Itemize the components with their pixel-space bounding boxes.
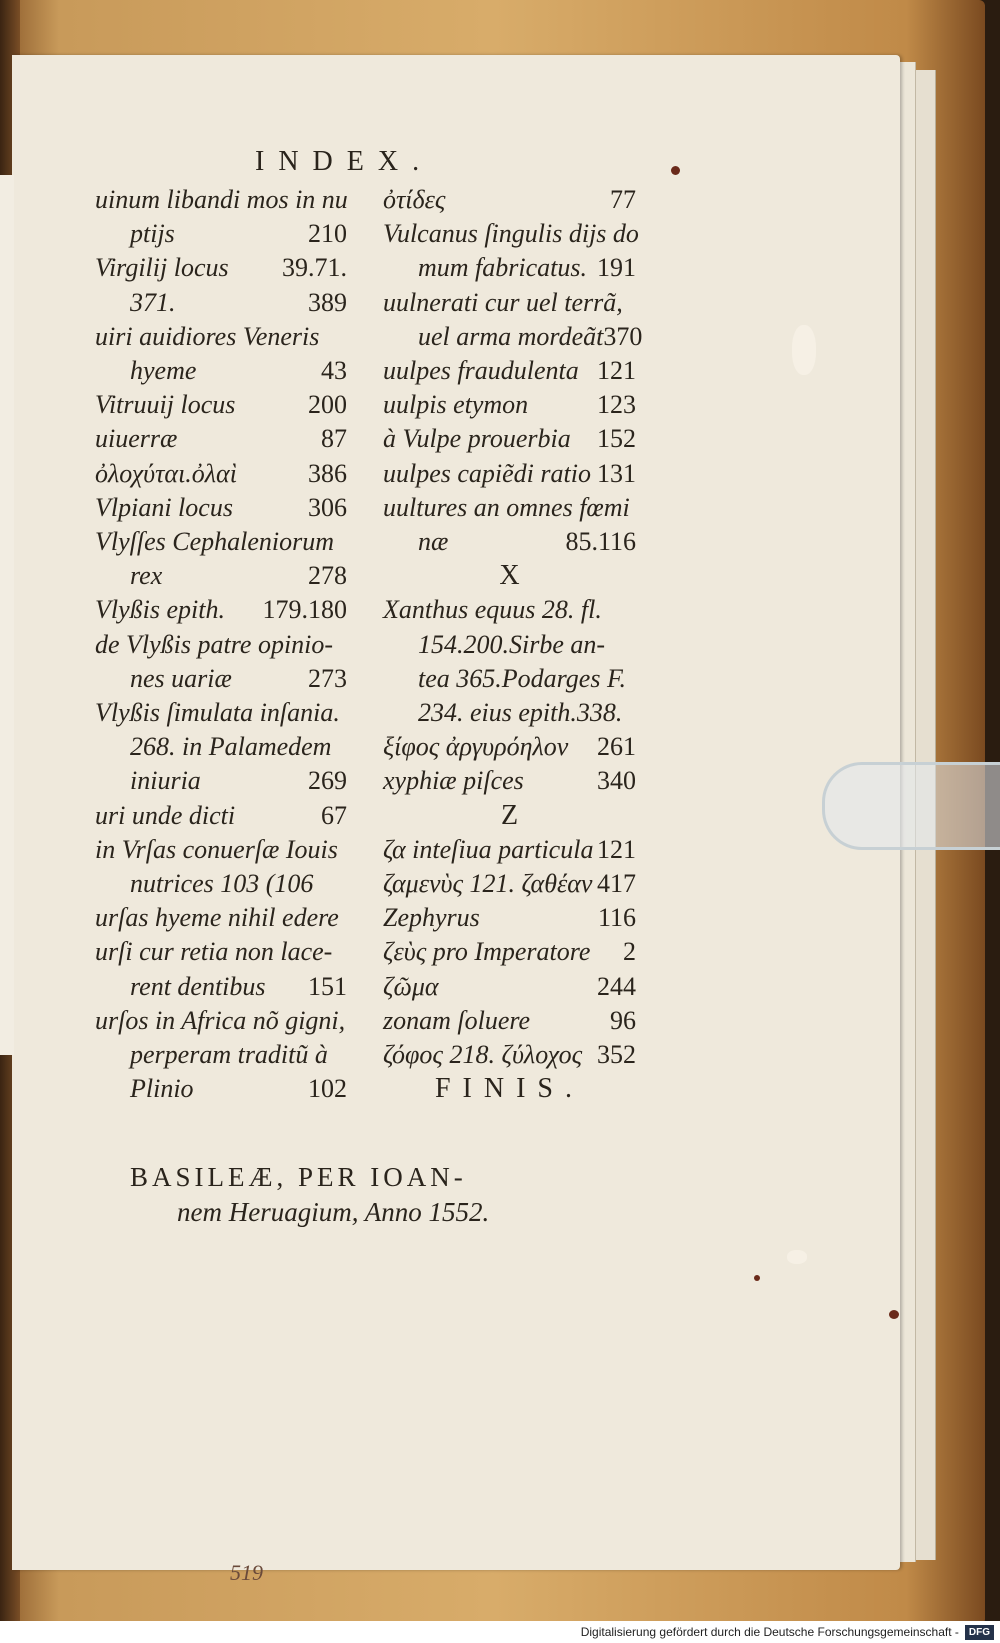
index-entry: [95, 389, 347, 421]
index-entry: [95, 594, 347, 626]
index-entry: [95, 902, 347, 934]
index-entry-page-number: 39.71.: [282, 253, 347, 283]
index-entry: [418, 252, 636, 284]
index-entry-page-number: 278: [308, 561, 347, 591]
index-entry: [383, 184, 636, 216]
index-entry: [383, 458, 636, 490]
index-entry: [383, 355, 636, 387]
index-entry-text: iniuria: [130, 766, 201, 796]
index-entry: [95, 184, 347, 216]
index-entry-page-number: 269: [308, 766, 347, 796]
index-entry: [383, 1039, 636, 1071]
index-entry-text: 371.: [130, 287, 176, 317]
index-entry: [383, 1073, 636, 1105]
index-entry-text: uulnerati cur uel terrã,: [383, 287, 623, 317]
index-entry: [383, 731, 636, 763]
index-entry-page-number: 2: [623, 937, 636, 967]
index-entry-text: uel arma mordeãt: [418, 321, 604, 351]
index-entry-text: Vitruuij locus: [95, 390, 236, 420]
index-entry-text: urſi cur retia non lace-: [95, 937, 333, 967]
index-entry-text: in Vrſas conuerſæ Iouis: [95, 834, 338, 864]
imprint-line-2: nem Heruagium, Anno 1552.: [177, 1197, 490, 1227]
index-entry: [95, 697, 347, 729]
index-entry: [130, 971, 347, 1003]
index-entry: [383, 765, 636, 797]
index-entry: [383, 560, 636, 592]
index-entry-page-number: 210: [308, 219, 347, 249]
index-entry-text: ζαμενὺς 121. ζαθέαν: [383, 869, 593, 898]
index-entry: [383, 1005, 636, 1037]
index-entry-page-number: 102: [308, 1074, 347, 1104]
index-entry-text: ptijs: [130, 219, 175, 249]
index-entry-text: hyeme: [130, 356, 197, 385]
index-entry-text: Virgilij locus: [95, 253, 229, 283]
index-entry-page-number: 200: [308, 390, 347, 420]
index-entry: [418, 697, 636, 729]
index-entry-text: perperam traditũ à: [130, 1040, 328, 1069]
index-entry: [130, 1039, 347, 1071]
footer-text: Digitalisierung gefördert durch die Deutsche Forschungsgemeinschaft -: [580, 1625, 959, 1639]
ink-spot: [671, 166, 680, 175]
index-entry-text: ξίφος ἀργυρόηλον: [383, 732, 569, 762]
index-entry: [95, 936, 347, 968]
index-entry-text: uiuerræ: [95, 424, 178, 454]
index-entry-page-number: 151: [308, 971, 347, 1001]
index-entry-text: tea 365.Podarges F.: [418, 663, 626, 693]
index-entry: [130, 355, 347, 387]
index-entry: [95, 629, 347, 661]
ink-spot: [889, 1310, 899, 1319]
index-entry: [418, 321, 643, 353]
index-section-letter: FINIS.: [434, 1073, 584, 1105]
index-entry-page-number: 386: [308, 458, 347, 488]
index-entry: [383, 971, 636, 1003]
index-entry-page-number: 352: [597, 1040, 636, 1069]
index-entry: [383, 287, 636, 319]
index-entry-text: zonam ſoluere: [383, 1005, 531, 1035]
index-entry: [383, 868, 636, 900]
index-entry-page-number: 43: [321, 356, 347, 385]
index-entry-page-number: 96: [610, 1005, 636, 1035]
index-entry: [383, 800, 636, 832]
index-entry: [95, 800, 347, 832]
index-entry-text: urſas hyeme nihil edere: [95, 903, 339, 933]
index-entry: [383, 936, 636, 968]
index-entry: [130, 218, 347, 250]
index-entry: [130, 868, 347, 900]
pencil-folio-mark: 519: [230, 1560, 263, 1585]
digitization-footer: [0, 1621, 1000, 1643]
index-entry-page-number: 389: [308, 287, 347, 317]
index-entry-page-number: 131: [597, 458, 636, 488]
index-entry-page-number: 85.116: [565, 527, 636, 556]
index-entry: [383, 218, 639, 250]
index-entry-text: Vulcanus ſingulis dijs do: [383, 219, 639, 249]
index-entry-text: uinum libandi mos in nu: [95, 185, 348, 214]
index-entry: [95, 834, 347, 866]
index-entry-text: Vlyſſes Cephaleniorum: [95, 527, 335, 556]
index-entry: [383, 902, 636, 934]
index-entry: [418, 526, 636, 558]
index-entry: [130, 560, 347, 592]
index-entry-text: xyphiæ piſces: [383, 766, 524, 796]
index-entry-page-number: 123: [597, 390, 636, 420]
index-entry-text: Plinio: [130, 1074, 194, 1104]
index-entry: [95, 458, 347, 490]
index-entry: [95, 321, 347, 353]
index-entry: [418, 663, 636, 695]
index-entry-text: rex: [130, 561, 163, 591]
index-entry-page-number: 87: [321, 424, 347, 454]
index-entry: [130, 287, 347, 319]
dfg-logo-icon: DFG: [965, 1625, 994, 1640]
ink-spot: [754, 1275, 760, 1281]
index-entry-text: ζῶμα: [383, 971, 439, 1001]
index-section-letter: X: [499, 560, 520, 592]
index-heading: INDEX.: [255, 146, 434, 177]
index-entry-text: ζόφος 218. ζύλοχος: [383, 1040, 583, 1069]
index-entry-text: Xanthus equus 28. fl.: [383, 595, 602, 625]
index-entry: [130, 663, 347, 695]
index-entry-text: uiri auidiores Veneris: [95, 321, 320, 351]
index-entry: [383, 492, 636, 524]
index-entry-text: Vlpiani locus: [95, 492, 233, 522]
index-entry: [95, 423, 347, 455]
index-entry-page-number: 179.180: [262, 595, 347, 625]
index-entry-page-number: 116: [597, 903, 636, 933]
index-entry-text: næ: [418, 527, 449, 556]
index-entry: [95, 1005, 347, 1037]
index-entry: [130, 765, 347, 797]
index-entry-page-number: 340: [597, 766, 636, 796]
index-entry-page-number: 77: [610, 185, 636, 214]
index-entry: [95, 492, 347, 524]
index-section-letter: Z: [500, 799, 519, 831]
index-entry-text: nutrices 103 (106: [130, 869, 314, 898]
index-entry: [383, 423, 636, 455]
index-entry-page-number: 306: [308, 492, 347, 522]
index-entry-text: ζεὺς pro Imperatore: [383, 937, 591, 967]
index-entry: [130, 1073, 347, 1105]
index-entry-text: uulpes capiẽdi ratio: [383, 458, 591, 488]
index-entry-text: uulpes fraudulenta: [383, 356, 579, 385]
index-entry-text: uultures an omnes fœmi: [383, 492, 630, 522]
index-entry: [130, 731, 347, 763]
index-entry: [383, 594, 636, 626]
index-entry-text: Zephyrus: [383, 903, 480, 933]
index-entry-text: à Vulpe prouerbia: [383, 424, 571, 454]
index-entry-text: rent dentibus: [130, 971, 266, 1001]
index-entry-page-number: 273: [308, 663, 347, 693]
index-entry-page-number: 417: [597, 869, 636, 898]
page-clip: [822, 762, 1000, 850]
index-entry-page-number: 121: [597, 356, 636, 385]
index-entry-page-number: 244: [597, 971, 636, 1001]
index-entry-text: ζα inteſiua particula: [383, 834, 594, 864]
index-entry: [418, 629, 636, 661]
index-entry-text: uulpis etymon: [383, 390, 529, 420]
index-entry-text: nes uariæ: [130, 663, 232, 693]
index-entry-text: 154.200.Sirbe an-: [418, 629, 606, 659]
index-entry-text: urſos in Africa nõ gigni,: [95, 1005, 346, 1035]
index-entry-text: de Vlyßis patre opinio-: [95, 629, 334, 659]
index-entry-text: ὀλοχύται.ὀλαὶ: [95, 458, 237, 488]
index-entry-text: uri unde dicti: [95, 800, 236, 830]
index-entry-text: ὀτίδες: [383, 185, 446, 214]
imprint-line-1: BASILEÆ, PER IOAN-: [130, 1162, 467, 1192]
index-entry-text: Vlyßis ſimulata inſania.: [95, 698, 340, 727]
index-entry-page-number: 261: [597, 732, 636, 762]
index-entry: [383, 834, 636, 866]
index-entry-page-number: 121: [597, 834, 636, 864]
index-entry-page-number: 191: [597, 253, 636, 283]
index-entry-page-number: 152: [597, 424, 636, 454]
index-entry: [383, 389, 636, 421]
index-entry-text: 234. eius epith.338.: [418, 698, 623, 727]
index-entry-page-number: 67: [321, 800, 347, 830]
index-entry-text: mum fabricatus.: [418, 253, 587, 283]
index-entry-page-number: 370: [603, 321, 643, 351]
index-entry: [95, 526, 347, 558]
index-entry: [95, 252, 347, 284]
index-entry-text: 268. in Palamedem: [130, 732, 332, 762]
index-entry-text: Vlyßis epith.: [95, 595, 225, 625]
